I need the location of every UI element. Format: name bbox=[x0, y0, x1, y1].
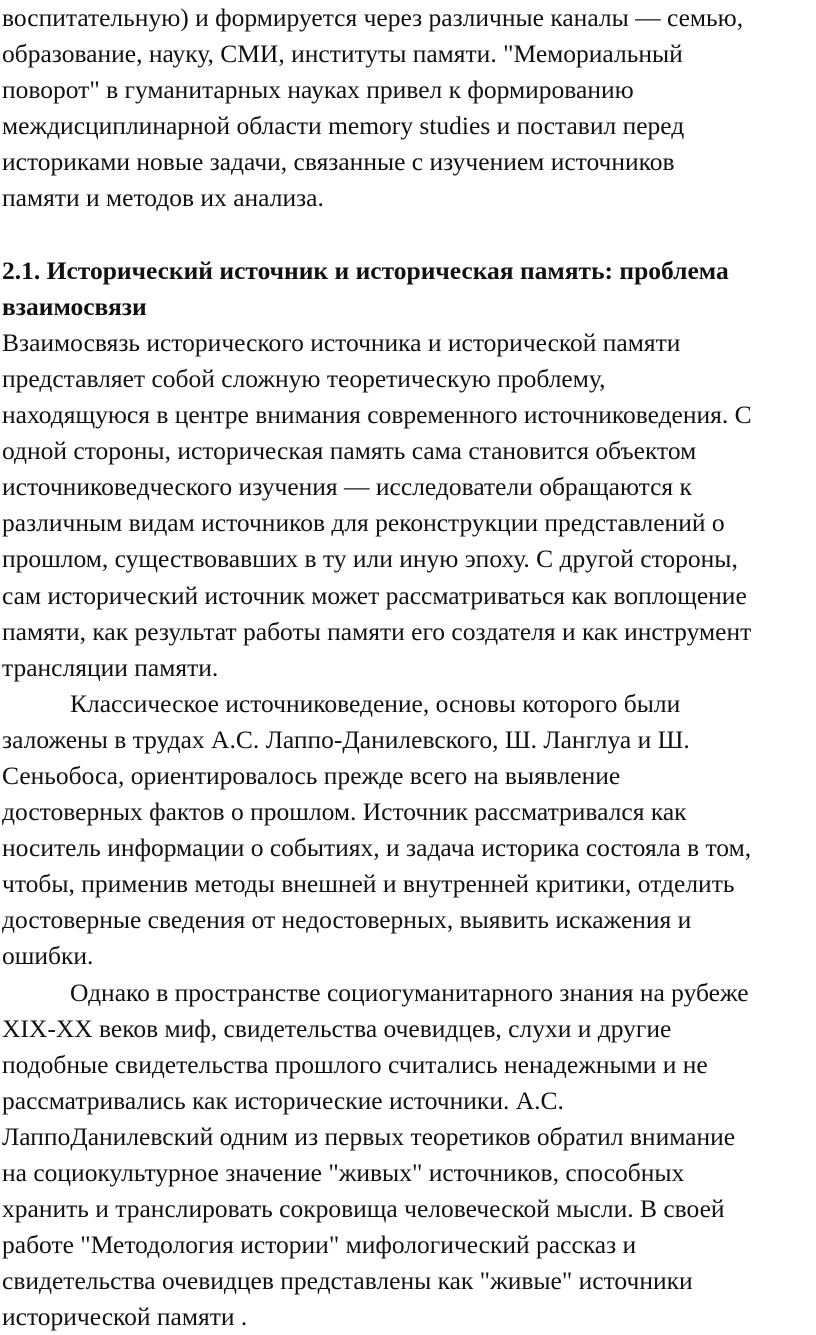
text-line: работе "Методология истории" мифологический рассказ и bbox=[2, 1230, 637, 1260]
text-line: различным видам источников для реконструкции представлений о bbox=[2, 508, 725, 538]
text-line: Сеньобоса, ориентировалось прежде всего на выявление bbox=[2, 760, 621, 790]
text-line: памяти и методов их анализа. bbox=[2, 183, 324, 213]
text-line: трансляции памяти. bbox=[2, 652, 219, 682]
text-line: одной стороны, историческая память сама становится объектом bbox=[2, 436, 697, 466]
text-line: подобные свидетельства прошлого считались ненадежными и не bbox=[2, 1049, 708, 1079]
text-line: представляет собой сложную теоретическую проблему, bbox=[2, 363, 606, 393]
text-line: находящуюся в центре внимания современного источниковедения. С bbox=[2, 400, 752, 430]
heading-line: 2.1. Исторический источник и историческая память: проблема bbox=[2, 255, 729, 285]
text-line: Однако в пространстве социогуманитарного знания на рубеже bbox=[70, 977, 749, 1007]
text-line: воспитательную) и формируется через различные каналы — семью, bbox=[2, 3, 744, 32]
text-line: достоверных фактов о прошлом. Источник рассматривался как bbox=[2, 797, 687, 827]
paragraph-classical-source-study bbox=[2, 686, 808, 975]
text-line: ошибки. bbox=[2, 941, 94, 971]
text-line: носитель информации о событиях, и задача историка состояла в том, bbox=[2, 833, 752, 863]
paragraph-spacer bbox=[2, 217, 808, 253]
paragraph-living-sources bbox=[2, 975, 808, 1335]
text-line: Классическое источниковедение, основы которого были bbox=[70, 688, 681, 718]
text-line: достоверные сведения от недостоверных, выявить искажения и bbox=[2, 905, 692, 935]
text-line: исторической памяти . bbox=[2, 1302, 248, 1332]
text-line: рассматривались как исторические источники. А.С. bbox=[2, 1085, 564, 1115]
text-line: прошлом, существовавших в ту или иную эпоху. С другой стороны, bbox=[2, 544, 738, 574]
section-heading bbox=[2, 253, 808, 325]
text-line: междисциплинарной области memory studies и поставил перед bbox=[2, 111, 685, 141]
intro-paragraph bbox=[2, 0, 808, 217]
heading-line: взаимосвязи bbox=[2, 291, 147, 321]
text-line: памяти, как результат работы памяти его создателя и как инструмент bbox=[2, 616, 752, 646]
text-line: образование, науку, СМИ, институты памяти. "Мемориальный bbox=[2, 39, 683, 69]
text-line: историками новые задачи, связанные с изучением источников bbox=[2, 147, 675, 177]
text-line: на социокультурное значение "живых" источников, способных bbox=[2, 1158, 685, 1187]
text-line: источниковедческого изучения — исследователи обращаются к bbox=[2, 472, 692, 502]
text-line: ЛаппоДанилевский одним из первых теоретиков обратил внимание bbox=[2, 1121, 736, 1151]
text-line: Взаимосвязь исторического источника и исторической памяти bbox=[2, 327, 681, 357]
text-line: заложены в трудах А.С. Лаппо-Данилевского, Ш. Ланглуа и Ш. bbox=[2, 724, 690, 754]
text-line: чтобы, применив методы внешней и внутренней критики, отделить bbox=[2, 869, 735, 899]
text-line: поворот" в гуманитарных науках привел к формированию bbox=[2, 75, 634, 105]
text-line: свидетельства очевидцев представлены как "живые" источники bbox=[2, 1266, 693, 1296]
text-line: сам исторический источник может рассматриваться как воплощение bbox=[2, 580, 747, 610]
paragraph-source-memory bbox=[2, 325, 808, 686]
text-line: хранить и транслировать сокровища человеческой мысли. В своей bbox=[2, 1194, 725, 1224]
text-line: XIX-XX веков миф, свидетельства очевидцев, слухи и другие bbox=[2, 1013, 672, 1043]
